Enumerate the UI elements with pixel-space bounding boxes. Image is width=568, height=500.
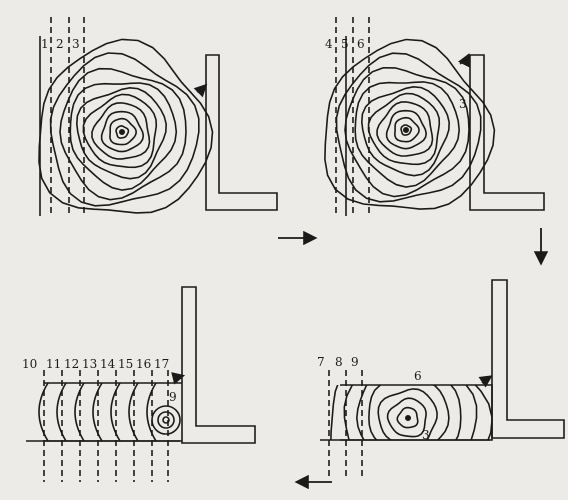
growth-ring [70,83,176,190]
fence-2 [470,55,544,210]
cut-label: 10 [22,357,38,371]
pith-dot [404,128,408,132]
growth-ring [158,412,174,428]
cut-label: 6 [357,37,365,51]
cut-label: 16 [136,357,152,371]
cut-label: 8 [335,355,343,369]
fence-3 [492,280,564,438]
fence-4 [182,287,255,443]
log-rings-4 [39,383,180,441]
face-label: 9 [169,390,177,404]
cut-label: 3 [72,37,80,51]
cut-label: 15 [118,357,134,371]
cut-label: 17 [154,357,170,371]
cut-label: 1 [41,37,49,51]
cut-label: 2 [56,37,64,51]
pith-dot [406,416,410,420]
cut-label: 4 [325,37,333,51]
growth-ring [152,406,180,434]
face-label: 3 [459,97,467,111]
labels [22,37,467,442]
side-label: 6 [414,369,422,383]
pith-dot [120,130,124,134]
cut-label: 5 [341,37,349,51]
log-rings-1 [39,39,213,213]
face-label: 3 [422,428,430,442]
cut-label: 7 [317,355,325,369]
panel-3 [320,280,564,493]
growth-ring [369,381,449,462]
cut-label: 11 [46,357,62,371]
panel-4 [26,287,255,482]
cut-label: 14 [100,357,116,371]
fence-1 [206,55,277,210]
cut-label: 13 [82,357,98,371]
cut-label: 9 [351,355,359,369]
growth-ring [344,348,476,484]
cut-label: 12 [64,357,80,371]
log-rings-2 [325,40,495,210]
